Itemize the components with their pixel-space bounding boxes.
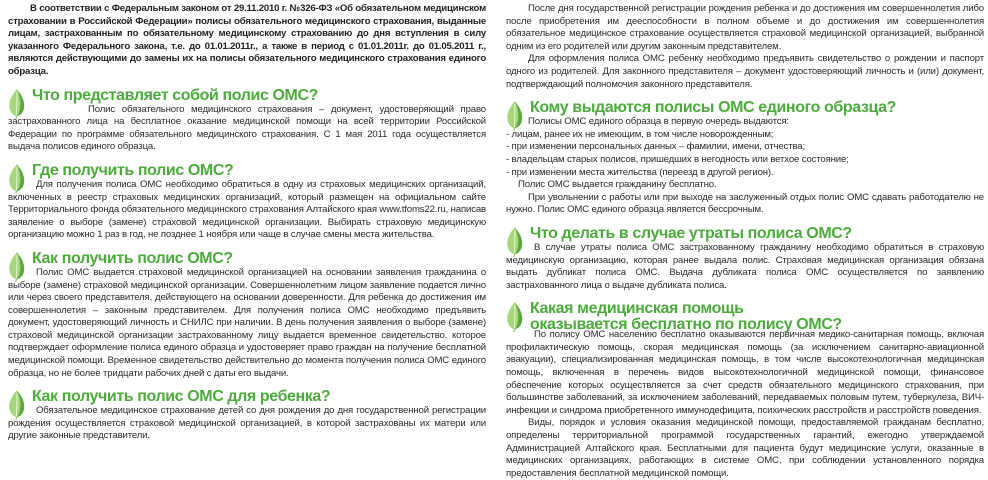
section-title: Что представляет собой полис ОМС? — [32, 86, 318, 104]
list-item: - владельцам старых полисов, пришедших в негодность или ветхое состояние; — [506, 153, 849, 165]
section-title: Как получить полис ОМС? — [32, 249, 233, 267]
section-paragraph: Полис ОМС выдается гражданину бесплатно. — [518, 179, 717, 191]
list-item: - лицам, ранее их не имеющим, в том числе новорожденным; — [506, 128, 774, 140]
section-who-receives — [506, 99, 984, 217]
section-paragraph: По полису ОМС населению бесплатно оказываются первичная медико-санитарная помощь, включая профилактическую помощь, скорая медицинская помощь (за исключением санитарно-авиационной эвакуации), специализированная медицинская помощь, в том числе высокотехнологичная медицинская помощь, включенная в перечень видов высокотехнологичной медицинской помощи, финансовое обеспечение которых осуществляется за счет средств обязательного медицинского страхования, при большинстве заболеваний, за исключением заболеваний, передаваемых половым путем, туберкулеза, ВИЧ-инфекции и синдрома приобретенного иммунодефицита, психических расстройств и расстройств поведения. — [506, 329, 984, 416]
leaf-icon — [8, 163, 26, 195]
section-body — [506, 329, 984, 480]
section-body — [8, 104, 486, 154]
section-title: Кому выдаются полисы ОМС единого образца? — [530, 99, 897, 117]
section-lost-policy — [506, 225, 984, 292]
left-column — [8, 0, 486, 443]
section-paragraph: Полис ОМС выдается страховой медицинской организацией на основании заявления гражданина о выборе (замене) страховой медицинской организации. Совершеннолетним лицом заявление подается лично или через своего представителя, действующего на основании доверенности. Для ребенка до достижения им совершеннолетия – законным представителем. Для получения полиса ОМС необходимо предъявить документ, удостоверяющий личность и СНИЛС при наличии. В день получения заявления о выборе (замене) страховой медицинской организации застрахованному лицу выдается временное свидетельство, которое подтверждает оформление полиса единого образца и удостоверяет право граждан на получение бесплатной медицинской помощи. Временное свидетельство действительно до момента получения полиса ОМС единого образца, но не более тридцати рабочих дней с даты его выдачи. — [8, 266, 486, 379]
section-child-policy — [8, 388, 486, 443]
section-title: Как получить полис ОМС для ребенка? — [32, 388, 331, 406]
child-policy-continued — [506, 3, 984, 91]
section-paragraph: После дня государственной регистрации рождения ребенка и до достижения им совершеннолетия либо после приобретения им дееспособности в полном объеме и до достижения им совершеннолетия обязательное медицинское страхование осуществляется страховой медицинской организацией, выбранной одним из его родителей или другим законным представителем. — [506, 3, 984, 52]
section-free-care — [506, 300, 984, 480]
section-body — [8, 267, 486, 380]
section-how-to-get — [8, 250, 486, 380]
section-paragraph: Для получения полиса ОМС необходимо обратиться в одну из страховых медицинских организаций, включенных в реестр страховых медицинских организаций, который размещен на официальном сайте Территориального фонда обязательного медицинского страхования Алтайского края www.tfoms22.ru, написав заявление о выборе (замене) страховой медицинской организации. Выбирать страховую медицинскую организацию можно 1 раз в год, не позднее 1 ноября или чаще в случае смены места жительства. — [8, 178, 486, 241]
section-what-is-policy — [8, 87, 486, 154]
section-body — [506, 116, 984, 217]
section-where-to-get — [8, 162, 486, 242]
intro-paragraph: В соответствии с Федеральным законом от 29.11.2010 г. №326-ФЗ «Об обязательном медицинском страховании в Российской Федерации» полисы обязательного медицинского страхования, выданные лицам, застрахованным по обязательному медицинскому страхованию до дня вступления в силу указанного Федерального закона, т.е. до 01.01.2011г., а также в период с 01.01.2011г. до 01.05.2011 г., являются действующими до замены их на полисы обязательного медицинского страхования единого образца. — [8, 3, 486, 77]
leaf-icon — [8, 389, 26, 421]
section-paragraph: Полис обязательного медицинского страхования – документ, удостоверяющий право застрахованного лица на бесплатное оказание медицинской помощи на всей территории Российской Федерации по программе обязательного медицинского страхования. С 1 мая 2011 года осуществляется выдача полисов единого образца. — [8, 103, 486, 153]
leaf-icon — [8, 251, 26, 283]
section-body — [8, 179, 486, 242]
section-title-line: Какая медицинская помощь — [530, 300, 744, 318]
list-item: - при изменении места жительства (переезд в другой регион). — [506, 166, 774, 178]
leaf-icon — [506, 301, 524, 333]
section-title: Где получить полис ОМС? — [32, 161, 234, 179]
list-lead: Полисы ОМС единого образца в первую очередь выдаются: — [528, 116, 789, 128]
section-title-line: оказывается бесплатно по полису ОМС? — [530, 316, 842, 334]
section-body — [506, 242, 984, 292]
leaf-icon — [506, 100, 524, 132]
section-paragraph: Для оформления полиса ОМС ребенку необходимо предъявить свидетельство о рождении и паспорт одного из родителей. Для законного представителя – документ удостоверяющий личность и (или) документ, подтверждающий полномочия законного представителя. — [506, 53, 984, 90]
section-paragraph: Виды, порядок и условия оказания медицинской помощи, предоставляемой гражданам бесплатно, определены территориальной программой государственных гарантий, ежегодно утверждаемой Администрацией Алтайского края. Бесплатными для пациента будут медицинские услуги, оказанные в медицинских организациях, работающих в системе ОМС, при соблюдении установленного порядка предоставления бесплатной медицинской помощи. — [506, 417, 984, 479]
section-paragraph: При увольнении с работы или при выходе на заслуженный отдых полис ОМС сдавать работодателю не нужно. Полис ОМС единого образца является бессрочным. — [506, 191, 984, 216]
list-item: - при изменении персональных данных – фамилии, имени, отчества; — [506, 141, 805, 153]
section-paragraph: Обязательное медицинское страхование детей со дня рождения до дня государственной регистрации рождения осуществляется страховой медицинской организацией, в которой застрахованы их матери или другие законные представители. — [8, 405, 486, 442]
section-title: Что делать в случае утраты полиса ОМС? — [530, 224, 852, 242]
section-paragraph: В случае утраты полиса ОМС застрахованному гражданину необходимо обратиться в страховую медицинскую организацию, которая ранее выдала полис. Страховая медицинская организация обязана выдать дубликат полиса ОМС. Выдача дубликата полиса ОМС осуществляется по заявлению застрахованного лица о выдаче дубликата полиса. — [506, 241, 984, 291]
right-column — [506, 0, 984, 480]
leaf-icon — [506, 226, 524, 258]
leaf-icon — [8, 88, 26, 120]
section-body — [8, 405, 486, 443]
